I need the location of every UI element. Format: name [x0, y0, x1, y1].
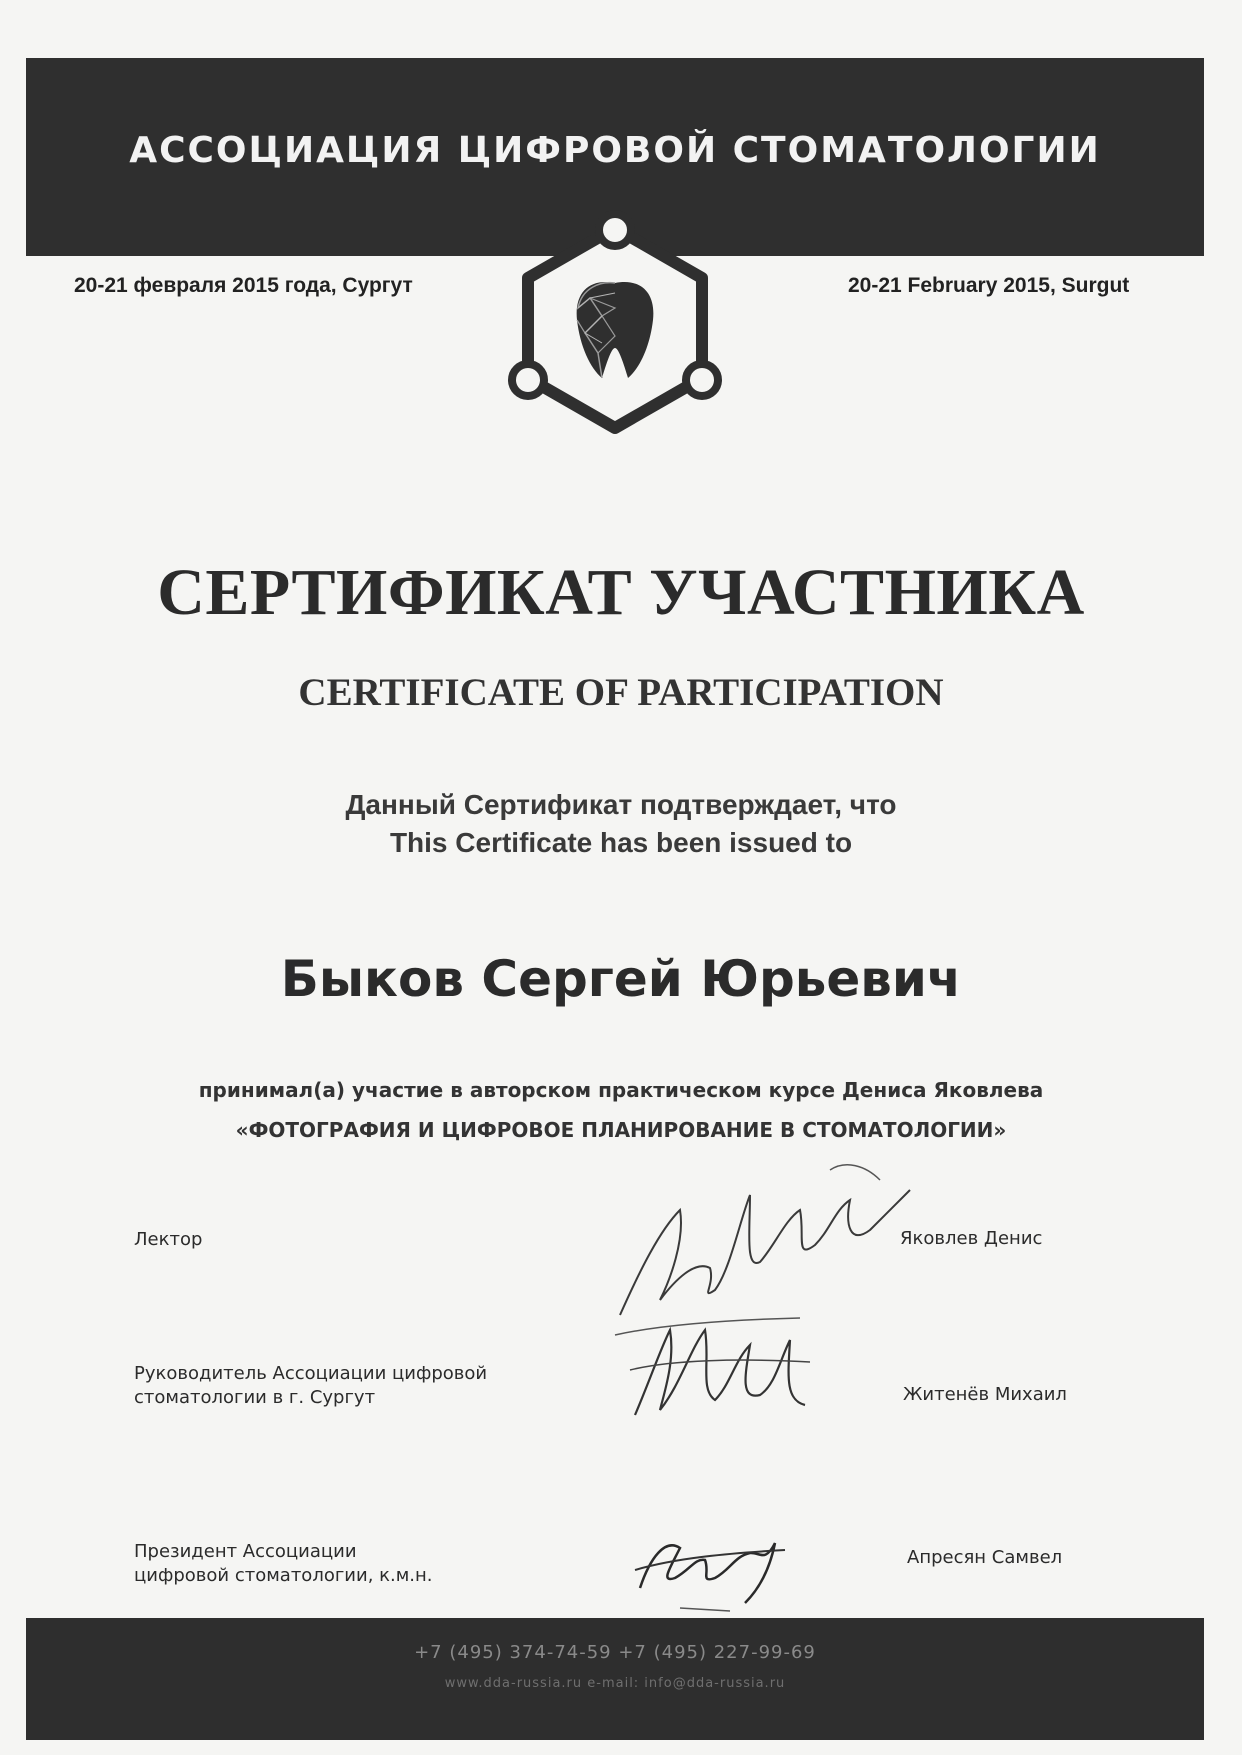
certificate-title-en: CERTIFICATE OF PARTICIPATION: [298, 671, 944, 714]
role-line: Лектор: [134, 1229, 203, 1250]
contact-web: www.dda-russia.ru e-mail: info@dda-russia.ru: [444, 1676, 786, 1691]
course-line-2: «ФОТОГРАФИЯ И ЦИФРОВОЕ ПЛАНИРОВАНИЕ В СТОМАТОЛОГИИ»: [235, 1118, 1007, 1142]
contact-phones: +7 (495) 374-74-59 +7 (495) 227-99-69: [414, 1642, 816, 1663]
signature-head: [620, 1290, 820, 1430]
tooth-hexagon-icon: [490, 208, 740, 448]
signatory-role-head: [134, 1362, 487, 1410]
role-line: Руководитель Ассоциации цифровой: [134, 1363, 488, 1384]
course-description: [0, 1070, 1242, 1150]
event-date-en: 20-21 February 2015, Surgut: [848, 274, 1130, 297]
confirmation-text: [0, 786, 1242, 862]
signatory-role-lecturer: [134, 1228, 202, 1252]
role-line: цифровой стоматологии, к.м.н.: [134, 1565, 433, 1586]
recipient-name: Быков Сергей Юрьевич: [280, 950, 962, 1008]
role-line: Президент Ассоциации: [134, 1541, 357, 1562]
organization-name: АССОЦИАЦИЯ ЦИФРОВОЙ СТОМАТОЛОГИИ: [129, 130, 1101, 171]
signature-president: [620, 1508, 800, 1618]
confirmation-en: This Certificate has been issued to: [389, 827, 853, 858]
footer-banner: [26, 1618, 1204, 1740]
certificate-title-ru: СЕРТИФИКАТ УЧАСТНИКА: [157, 556, 1085, 629]
course-line-1: принимал(а) участие в авторском практическом курсе Дениса Яковлева: [198, 1078, 1044, 1102]
signatory-role-president: [134, 1540, 433, 1588]
signatory-name-head: Житенёв Михаил: [903, 1384, 1067, 1405]
confirmation-ru: Данный Сертификат подтверждает, что: [345, 789, 897, 820]
signatory-name-lecturer: Яковлев Денис: [900, 1228, 1043, 1249]
signatory-name-president: Апресян Самвел: [907, 1547, 1063, 1568]
event-date-ru: 20-21 февраля 2015 года, Сургут: [74, 274, 413, 297]
role-line: стоматологии в г. Сургут: [134, 1387, 376, 1408]
